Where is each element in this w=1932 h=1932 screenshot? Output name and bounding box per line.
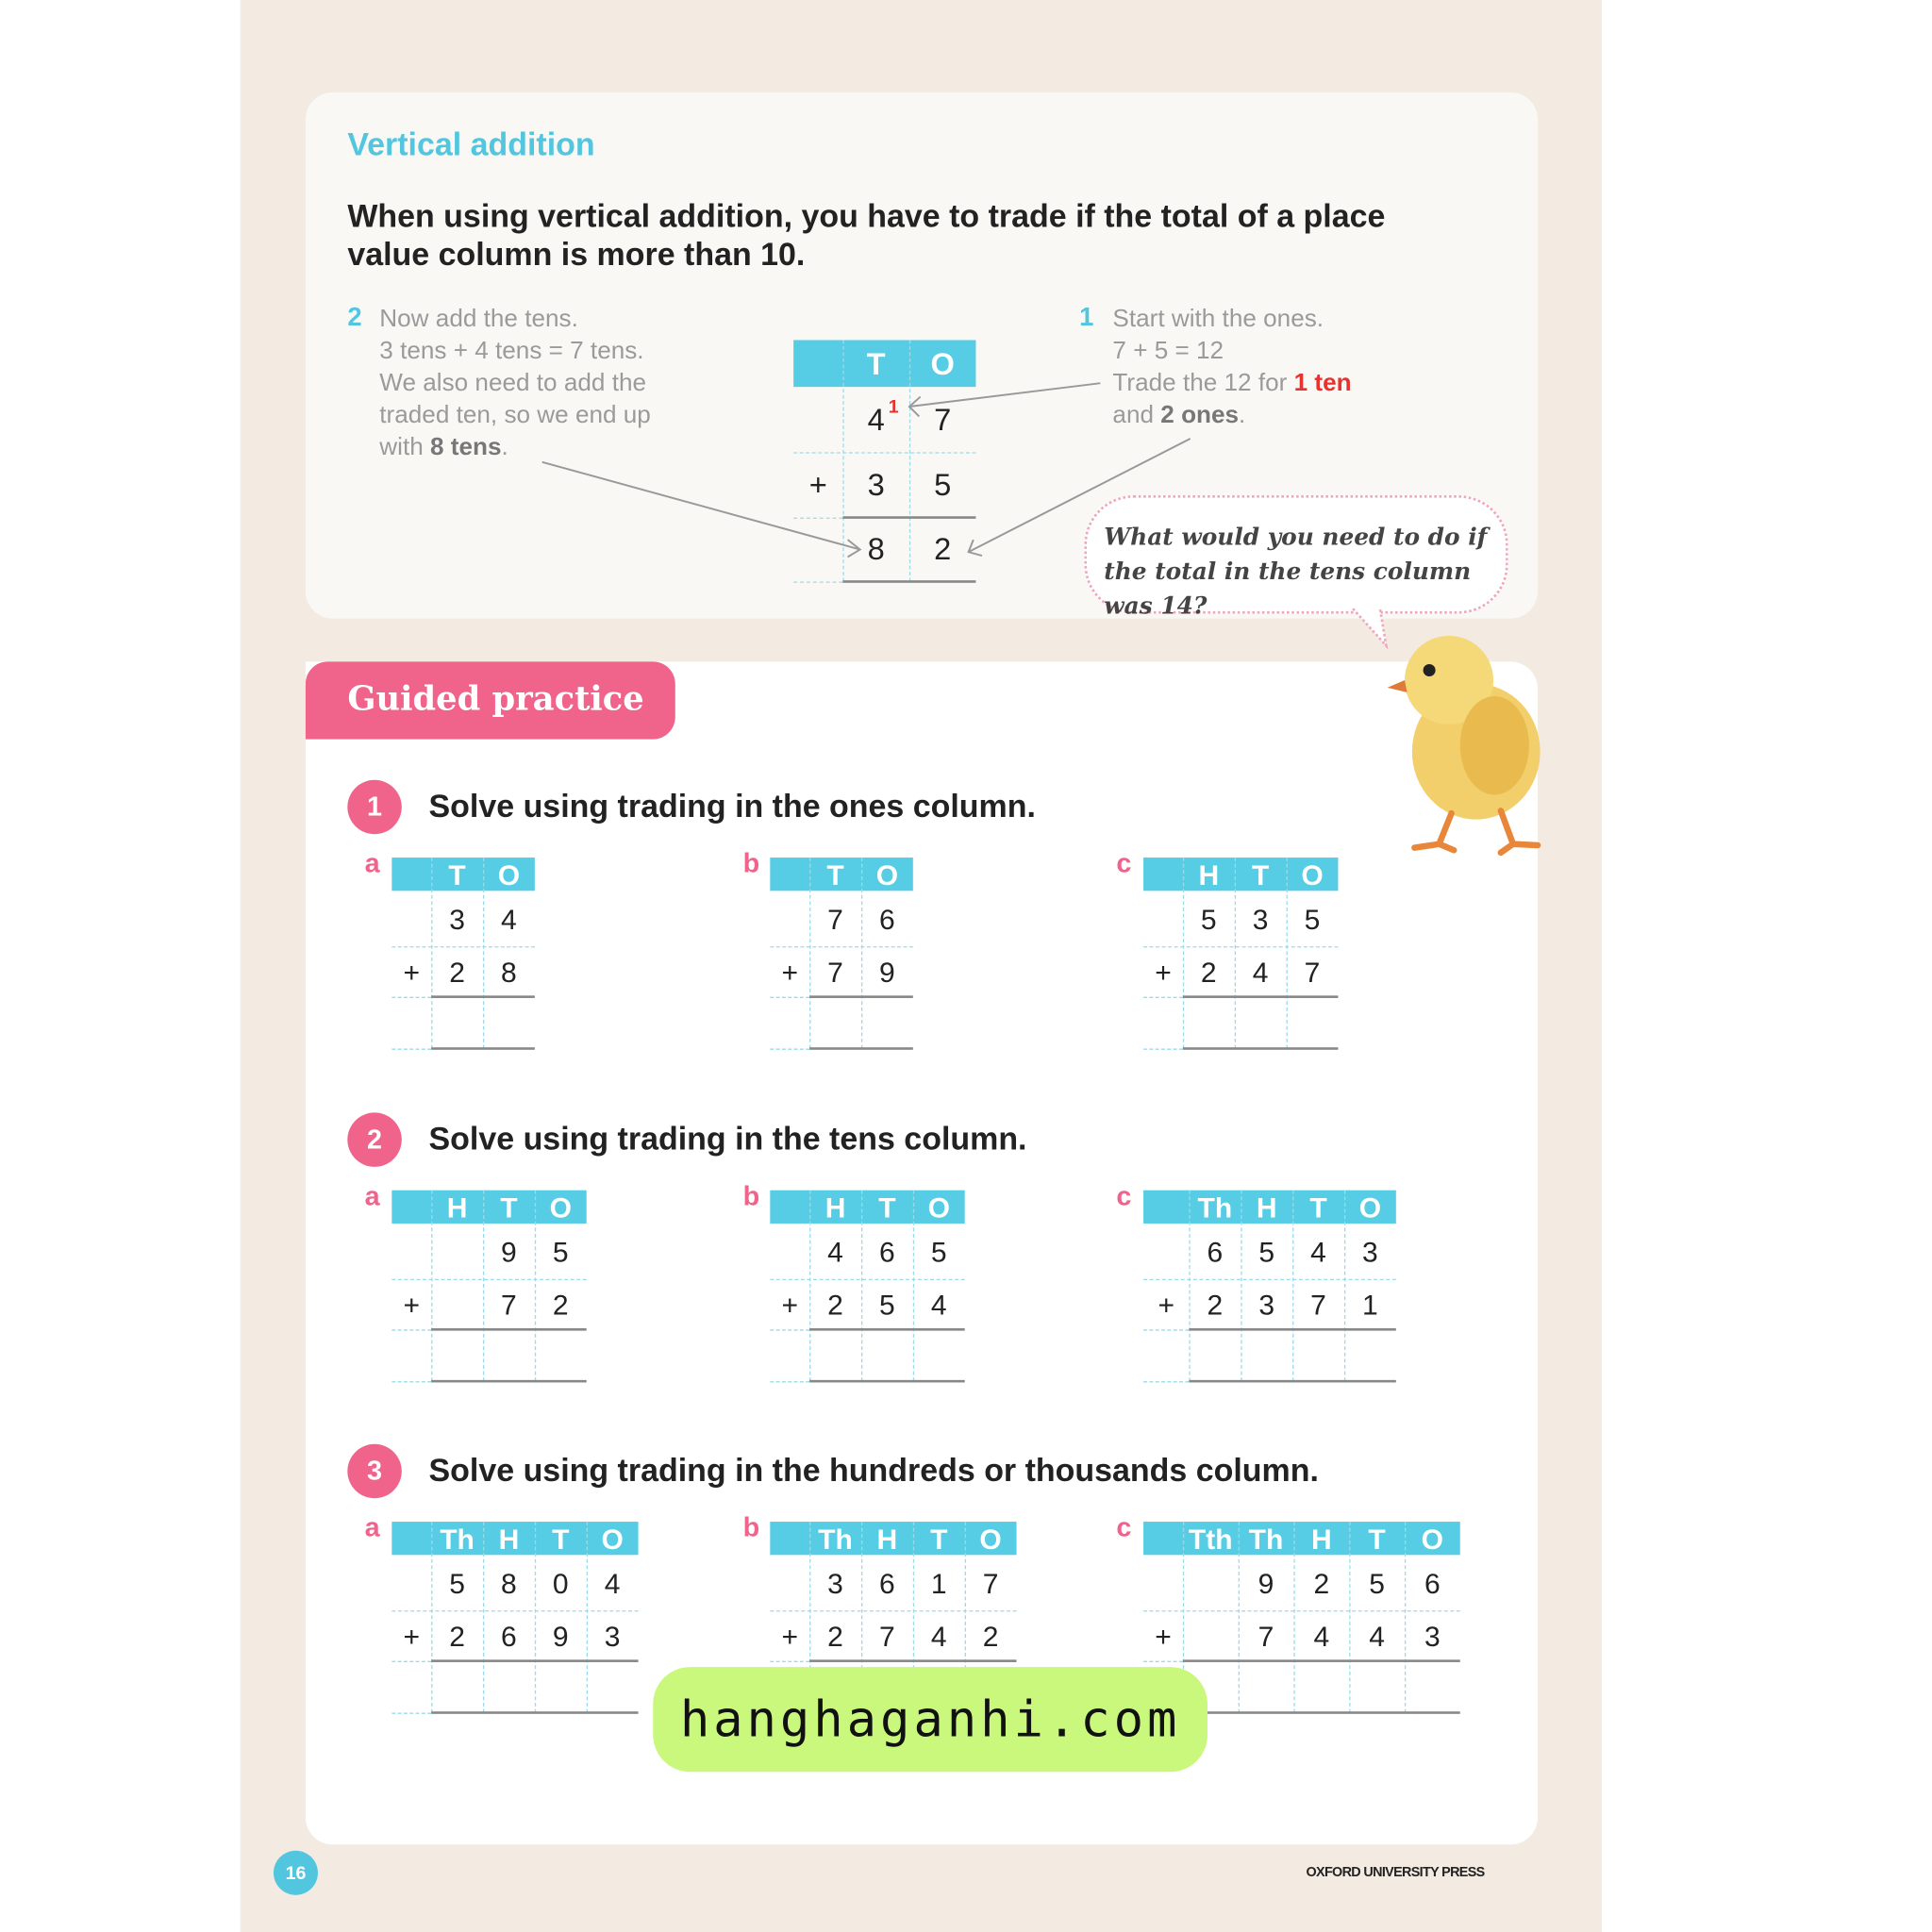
question-number: 1 [347,780,401,834]
header-cell: O [1301,858,1324,891]
top-digit: 5 [1304,903,1321,936]
note-line: traded ten, so we end up [379,401,651,429]
bottom-digit: 4 [930,1289,947,1322]
row-divider [391,1049,431,1050]
note-line: Now add the tens. [379,305,578,333]
top-digit: 7 [827,903,843,936]
top-digit: 6 [879,903,895,936]
row-divider [391,1661,431,1662]
top-digit [1183,1557,1239,1610]
sum-line [431,995,535,998]
column-divider [431,1522,432,1712]
header-cell: Th [818,1523,853,1556]
bottom-digit: 2 [1207,1289,1224,1322]
top-digit: 5 [552,1236,569,1268]
header-cell: Tth [1188,1523,1233,1556]
answer-cell[interactable] [861,998,913,1051]
column-divider [861,1191,862,1381]
bottom-digit: 7 [501,1289,517,1322]
row-divider [1143,1049,1183,1050]
header-cell: H [824,1191,846,1224]
row-divider [770,997,809,998]
bottom-digit: 9 [879,956,895,989]
bottom-digit: 7 [827,956,843,989]
note-line: 3 tens + 4 tens = 7 tens. [379,337,644,365]
row-divider [1143,997,1183,998]
top-digit: 7 [982,1567,999,1600]
header-cell: O [601,1523,624,1556]
answer-cell[interactable] [1183,998,1235,1051]
top-digit: 6 [1424,1567,1441,1600]
row-divider [770,1279,964,1280]
row-divider [391,1329,431,1330]
plus-sign: + [808,468,827,503]
column-divider [1235,858,1236,1048]
bottom-digit: 2 [449,956,465,989]
bottom-digit: 7 [1257,1620,1274,1653]
plus-sign: + [1158,1289,1175,1322]
note-line: with 8 tens. [379,433,508,461]
bottom-digit: 7 [1310,1289,1326,1322]
header-cell: T [1251,858,1270,891]
row-divider [770,1049,809,1050]
header-cell: H [1310,1523,1332,1556]
bottom-digit: 2 [1200,956,1217,989]
sum-line [809,1328,965,1331]
bottom-digit: 4 [1252,956,1269,989]
column-divider [1344,1191,1345,1381]
header-cell: T [552,1523,570,1556]
question-text: Solve using trading in the hundreds or thousands column. [428,1451,1319,1489]
answer-line [1183,1711,1460,1714]
header-cell: T [1368,1523,1386,1556]
plus-sign: + [403,956,421,989]
top-digit: 5 [1369,1567,1385,1600]
top-digit: 3 [1252,903,1269,936]
bottom-ones: 5 [934,468,952,503]
sum-line [1183,995,1339,998]
column-divider [1349,1522,1350,1712]
column-divider [809,858,810,1048]
top-digit: 4 [501,903,517,936]
bubble-text: What would you need to do if the total in the tens column was 14? [1104,524,1488,620]
column-divider [1293,1522,1294,1712]
problem-label: b [742,847,760,879]
problem-label: a [364,847,380,879]
row-divider [770,1381,809,1382]
chick-image [1377,616,1550,857]
header-ones: O [930,347,955,382]
answer-cell[interactable] [1405,1662,1460,1715]
answer-cell[interactable] [431,1331,483,1384]
column-divider [1189,1191,1190,1381]
question-text: Solve using trading in the tens column. [428,1120,1027,1158]
column-divider [1183,858,1184,1048]
bottom-digit: 7 [1304,956,1321,989]
bottom-digit: 7 [879,1620,895,1653]
row-divider [391,946,535,947]
answer-cell[interactable] [1235,998,1287,1051]
answer-cell[interactable] [913,1331,965,1384]
bottom-digit: 2 [827,1620,843,1653]
bottom-digit: 5 [879,1289,895,1322]
note-line: 7 + 5 = 12 [1112,337,1224,365]
bottom-digit: 6 [501,1620,517,1653]
note-line: We also need to add the [379,369,647,397]
top-digit: 6 [879,1567,895,1600]
row-divider [1143,1610,1460,1611]
column-divider [535,1522,536,1712]
bottom-digit: 2 [982,1620,999,1653]
header-tens: T [866,347,886,382]
answer-cell[interactable] [1344,1331,1396,1384]
bottom-digit: 2 [827,1289,843,1322]
bottom-digit: 2 [449,1620,465,1653]
arrows [0,0,1932,740]
header-cell: T [500,1191,518,1224]
column-divider [483,1522,484,1712]
sum-line [809,995,913,998]
column-divider [861,858,862,1048]
top-digit: 5 [930,1236,947,1268]
plus-sign: + [403,1289,421,1322]
header-cell: O [979,1523,1002,1556]
plus-sign: + [1155,956,1172,989]
note-line: Start with the ones. [1112,305,1324,333]
bottom-digit: 8 [501,956,517,989]
sum-line [431,1659,638,1662]
sum-line [431,1328,587,1331]
top-digit: 9 [1257,1567,1274,1600]
answer-cell[interactable] [483,998,535,1051]
problem-label: c [1116,1511,1132,1543]
note-line: Trade the 12 for 1 ten [1112,369,1352,397]
plus-sign: + [1155,1620,1172,1653]
header-cell: O [497,858,521,891]
column-divider [431,1191,432,1381]
header-cell: Th [440,1523,475,1556]
question-text: Solve using trading in the ones column. [428,787,1036,824]
problem-label: c [1116,847,1132,879]
top-digit: 4 [1310,1236,1326,1268]
answer-cell[interactable] [1349,1662,1405,1715]
top-digit: 9 [501,1236,517,1268]
row-divider [391,1610,638,1611]
answer-cell[interactable] [483,1331,535,1384]
answer-cell[interactable] [809,1331,861,1384]
answer-line [809,1047,913,1050]
row-divider [391,1381,431,1382]
top-digit: 6 [879,1236,895,1268]
bottom-digit: 4 [1369,1620,1385,1653]
top-digit: 5 [1200,903,1217,936]
plus-sign: + [403,1620,421,1653]
bottom-digit: 4 [930,1620,947,1653]
column-divider [1287,858,1288,1048]
bottom-digit: 1 [1362,1289,1378,1322]
bottom-digit: 3 [604,1620,621,1653]
top-digit: 4 [604,1567,621,1600]
step-1-number: 1 [1079,303,1094,332]
row-divider [391,997,431,998]
step-2-number: 2 [347,303,362,332]
row-divider [1143,1661,1183,1662]
top-digit: 1 [930,1567,947,1600]
header-cell: H [876,1523,898,1556]
section-title: Vertical addition [347,125,595,163]
plus-sign: + [781,1289,798,1322]
header-cell: Th [1197,1191,1233,1224]
answer-cell[interactable] [1292,1331,1344,1384]
bottom-digit [1183,1610,1239,1663]
answer-cell[interactable] [535,1662,587,1715]
header-cell: O [875,858,899,891]
answer-line [431,1711,638,1714]
top-digit: 8 [501,1567,517,1600]
answer-line [431,1047,535,1050]
answer-cell[interactable] [1189,1331,1241,1384]
column-divider [483,1191,484,1381]
top-digit: 5 [1258,1236,1275,1268]
header-cell: H [446,1191,468,1224]
header-cell: O [1421,1523,1444,1556]
header-cell: T [1309,1191,1327,1224]
column-divider [1405,1522,1406,1712]
answer-cell[interactable] [861,1331,913,1384]
row-divider [391,1713,431,1714]
sum-line [809,1659,1016,1662]
row-divider [770,1610,1016,1611]
bottom-digit: 3 [1424,1620,1441,1653]
top-digit: 0 [552,1567,569,1600]
bottom-digit: 9 [552,1620,569,1653]
sum-line [1189,1328,1395,1331]
column-divider [1292,1191,1293,1381]
bottom-digit [431,1279,483,1332]
answer-cell[interactable] [1239,1662,1294,1715]
answer-cell[interactable] [587,1662,639,1715]
row-divider [1143,1329,1189,1330]
top-digit: 3 [1362,1236,1378,1268]
guided-practice-title: Guided practice [347,679,644,719]
answer-line [1183,1047,1339,1050]
plus-sign: + [781,1620,798,1653]
bottom-digit: 2 [552,1289,569,1322]
top-digit: 5 [449,1567,465,1600]
column-divider [809,1191,810,1381]
column-divider [587,1522,588,1712]
answer-cell[interactable] [1287,998,1339,1051]
answer-cell[interactable] [1293,1662,1349,1715]
problem-label: a [364,1511,380,1543]
column-divider [1239,1522,1240,1712]
top-digit: 2 [1313,1567,1330,1600]
answer-line [431,1380,587,1383]
bottom-digit: 4 [1313,1620,1330,1653]
problem-label: c [1116,1180,1132,1211]
column-divider [535,1191,536,1381]
row-divider [391,1279,586,1280]
top-ones: 7 [934,403,952,438]
lead-text: When using vertical addition, you have to trade if the total of a place value column is more than 10. [347,196,1386,273]
row-divider [770,946,913,947]
header-cell: H [1198,858,1220,891]
sum-line [1183,1659,1460,1662]
row-divider [770,1661,809,1662]
row-divider [1143,1381,1189,1382]
column-divider [913,1191,914,1381]
top-digit [431,1226,483,1279]
watermark-banner: hanghaganhi.com [653,1667,1208,1772]
top-digit: 4 [827,1236,843,1268]
header-cell: O [927,1191,950,1224]
answer-ones: 2 [934,532,952,567]
answer-cell[interactable] [431,1662,483,1715]
header-cell: O [549,1191,572,1224]
publisher-logo: OXFORD UNIVERSITY PRESS [1306,1865,1485,1881]
page-number: 16 [274,1851,318,1895]
problem-label: b [742,1180,760,1211]
problem-label: b [742,1511,760,1543]
top-digit: 3 [827,1567,843,1600]
bottom-digit: 3 [1258,1289,1275,1322]
header-cell: H [1256,1191,1277,1224]
header-cell: H [498,1523,520,1556]
answer-cell[interactable] [535,1331,587,1384]
question-number: 2 [347,1112,401,1166]
answer-line [809,1380,965,1383]
row-divider [770,1329,809,1330]
answer-cell[interactable] [1241,1331,1292,1384]
plus-sign: + [781,956,798,989]
carry-digit: 1 [888,396,899,418]
header-cell: T [826,858,844,891]
row-divider [1143,946,1338,947]
note-line: and 2 ones. [1112,401,1246,429]
top-digit: 3 [449,903,465,936]
header-cell: Th [1248,1523,1284,1556]
header-cell: T [448,858,466,891]
column-divider [483,858,484,1048]
column-divider [431,858,432,1048]
row-divider [1143,1279,1396,1280]
problem-label: a [364,1180,380,1211]
bottom-tens: 3 [867,468,885,503]
top-tens: 4 [867,403,885,438]
header-cell: T [878,1191,896,1224]
question-number: 3 [347,1444,401,1498]
answer-line [1189,1380,1395,1383]
header-cell: T [930,1523,948,1556]
answer-tens: 8 [867,532,885,567]
answer-cell[interactable] [431,998,483,1051]
header-cell: O [1358,1191,1382,1224]
answer-cell[interactable] [809,998,861,1051]
answer-cell[interactable] [483,1662,535,1715]
top-digit: 6 [1207,1236,1224,1268]
